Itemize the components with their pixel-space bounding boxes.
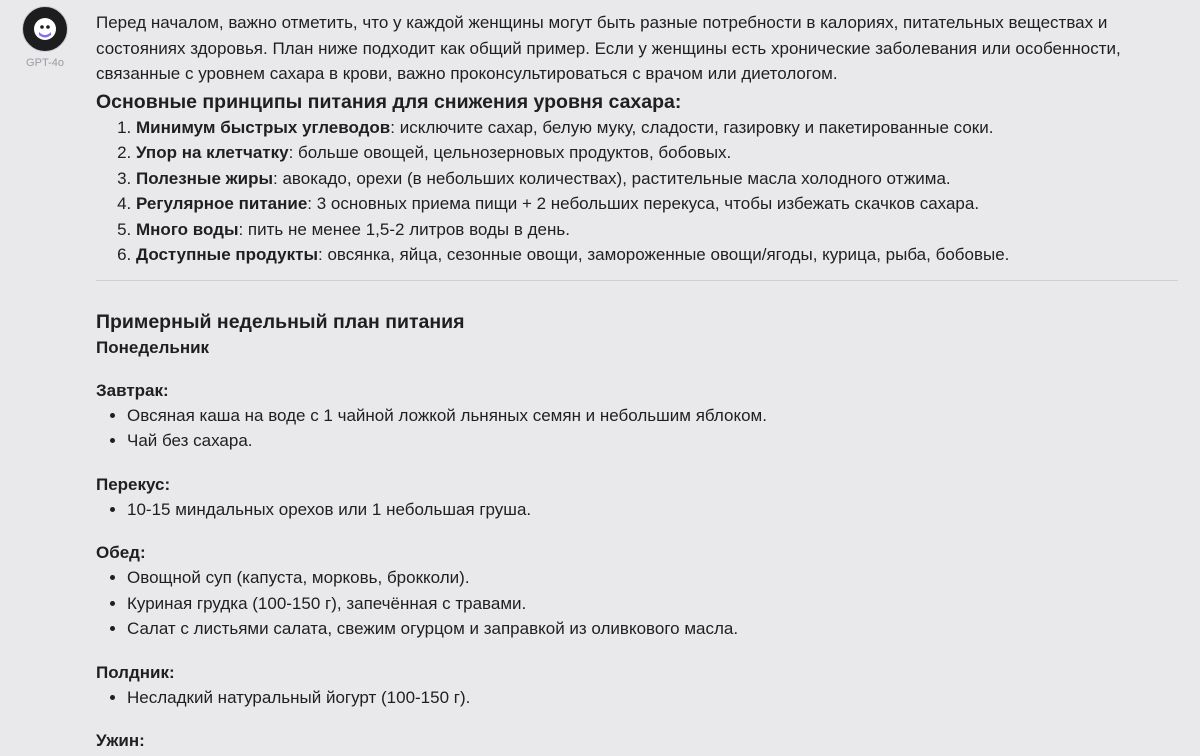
meal-item: • Куриная грудка (100-150 г), запечённая с травами. <box>127 591 1186 617</box>
principle-bold: Регулярное питание <box>136 194 308 213</box>
assistant-avatar <box>22 6 68 52</box>
meal-items <box>96 497 1186 523</box>
meal-block <box>96 378 1186 454</box>
meals-container <box>96 378 1186 754</box>
meal-item: • Чай без сахара. <box>127 428 1186 454</box>
principles-list <box>96 115 1186 268</box>
meal-item: • Несладкий натуральный йогурт (100-150 г). <box>127 685 1186 711</box>
meal-block <box>96 660 1186 711</box>
principle-bold: Полезные жиры <box>136 168 274 188</box>
model-label: GPT-4o <box>26 57 64 69</box>
meal-items <box>96 403 1186 454</box>
principle-item <box>136 191 1186 217</box>
principle-text: : исключите сахар, белую муку, сладости, газировку и пакетированные соки. <box>390 117 994 137</box>
meal-title: Обед: <box>96 543 146 562</box>
assistant-message <box>96 10 1186 753</box>
meal-title: Ужин: <box>96 731 145 750</box>
principle-text: : овсянка, яйца, сезонные овощи, замороженные овощи/ягоды, курица, рыба, бобовые. <box>318 245 1010 264</box>
principle-item <box>136 242 1186 268</box>
principle-text: : пить не менее 1,5-2 литров воды в день. <box>238 219 570 239</box>
divider <box>96 280 1178 281</box>
openai-logo-icon <box>30 14 60 44</box>
principle-item <box>136 217 1186 243</box>
meal-item: • 10-15 миндальных орехов или 1 небольшая груша. <box>127 497 1186 523</box>
principle-item <box>136 166 1186 192</box>
principle-bold: Доступные продукты <box>136 245 318 264</box>
meal-block <box>96 728 1186 753</box>
assistant-avatar-column <box>22 6 68 69</box>
meal-block <box>96 540 1186 642</box>
principle-text: : авокадо, орехи (в небольших количествах), растительные масла холодного отжима. <box>273 168 951 188</box>
principles-heading: Основные принципы питания для снижения уровня сахара: <box>96 90 682 113</box>
principle-bold: Упор на клетчатку <box>136 143 289 162</box>
intro-paragraph: Перед началом, важно отметить, что у каждой женщины могут быть разные потребности в калориях, питательных веществах и состояниях здоровья. План ниже подходит как общий пример. Если у женщины есть хронические заболевания или особенности, связанные с уровнем сахара в крови, важно проконсультироваться с врачом или диетологом. <box>96 13 1121 83</box>
principle-text: : больше овощей, цельнозерновых продуктов, бобовых. <box>288 143 732 162</box>
plan-heading: Примерный недельный план питания <box>96 310 465 333</box>
meal-item: • Овсяная каша на воде с 1 чайной ложкой льняных семян и небольшим яблоком. <box>127 403 1186 429</box>
meal-title: Перекус: <box>96 474 171 494</box>
principle-text: : 3 основных приема пищи + 2 небольших перекуса, чтобы избежать скачков сахара. <box>307 194 980 213</box>
day-heading: Понедельник <box>96 337 210 357</box>
meal-title: Завтрак: <box>96 380 169 400</box>
principle-item <box>136 115 1186 141</box>
meal-items <box>96 565 1186 642</box>
meal-items <box>96 685 1186 711</box>
meal-block <box>96 472 1186 523</box>
meal-item: • Салат с листьями салата, свежим огурцом и заправкой из оливкового масла. <box>127 616 1186 642</box>
principle-bold: Много воды <box>136 219 239 239</box>
meal-title: Полдник: <box>96 662 175 682</box>
meal-item: • Овощной суп (капуста, морковь, брокколи). <box>127 565 1186 591</box>
principle-bold: Минимум быстрых углеводов <box>136 117 391 137</box>
principle-item <box>136 140 1186 166</box>
